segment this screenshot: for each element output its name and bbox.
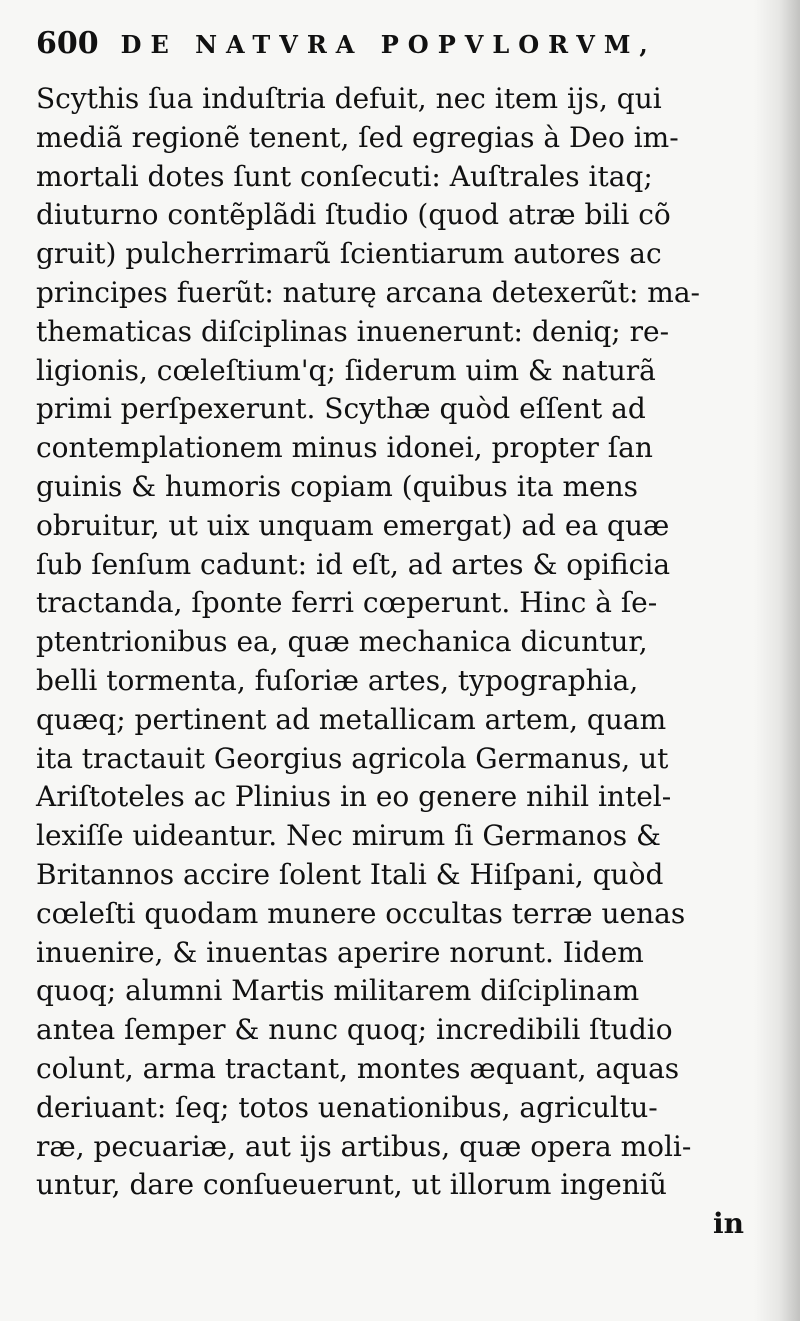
text-line: primi perſpexerunt. Scythæ quòd eſſent ad	[36, 392, 646, 426]
text-line: lexiſſe uideantur. Nec mirum ſi Germanos &	[36, 819, 661, 853]
text-line: inuenire, & inuentas aperire norunt. Iidem	[36, 935, 644, 969]
text-line: contemplationem minus idonei, propter ſan	[36, 431, 653, 465]
text-line: Britannos accire ſolent Itali & Hiſpani, quòd	[36, 857, 664, 891]
text-line: guinis & humoris copiam (quibus ita mens	[36, 469, 639, 503]
text-line: tractanda, ſponte ferri cœperunt. Hinc à ſe-	[36, 586, 658, 620]
text-line: ptentrionibus ea, quæ mechanica dicuntur,	[36, 625, 648, 659]
text-line: principes fuerũt: naturę arcana detexerũt: ma-	[36, 275, 701, 309]
text-line: ſub ſenſum cadunt: id eſt, ad artes & opificia	[36, 547, 671, 581]
text-line: obruitur, ut uix unquam emergat) ad ea quæ	[36, 508, 670, 542]
page-number: 600	[36, 26, 99, 61]
text-line: colunt, arma tractant, montes æquant, aquas	[36, 1051, 680, 1085]
text-line: antea ſemper & nunc quoq; incredibili ſtudio	[36, 1013, 673, 1047]
body-text	[36, 80, 744, 1244]
text-line: quæq; pertinent ad metallicam artem, quam	[36, 702, 667, 736]
text-line: diuturno contẽplãdi ſtudio (quod atræ bili cõ	[36, 198, 671, 232]
running-title: DE NATVRA POPVLORVM,	[120, 30, 657, 59]
text-line: gruit) pulcherrimarũ ſcientiarum autores ac	[36, 237, 662, 271]
binding-shadow	[754, 0, 800, 1321]
catchword: in	[713, 1207, 744, 1241]
text-line: ita tractauit Georgius agricola Germanus, ut	[36, 741, 669, 775]
text-line: Ariſtoteles ac Plinius in eo genere nihil intel-	[36, 780, 672, 814]
text-line: belli tormenta, fuſoriæ artes, typographia,	[36, 663, 639, 697]
text-line: cœleſti quodam munere occultas terræ uenas	[36, 896, 686, 930]
text-line: untur, dare conſueuerunt, ut illorum ingeniũ	[36, 1168, 667, 1202]
text-line: quoq; alumni Martis militarem diſciplinam	[36, 974, 640, 1008]
text-line: deriuant: ſeq; totos uenationibus, agricultu-	[36, 1090, 658, 1124]
text-line: mortali dotes ſunt conſecuti: Auſtrales itaq;	[36, 159, 653, 193]
text-line: ligionis, cœleſtium'q; ſiderum uim & naturã	[36, 353, 656, 387]
printed-page	[36, 26, 744, 1244]
text-line: ræ, pecuariæ, aut ijs artibus, quæ opera moli-	[36, 1129, 692, 1163]
text-line: Scythis ſua induſtria defuit, nec item ijs, qui	[36, 82, 662, 115]
text-line: mediã regionẽ tenent, ſed egregias à Deo im-	[36, 120, 679, 154]
text-line: thematicas diſciplinas inuenerunt: deniq; re-	[36, 314, 670, 348]
running-head	[36, 26, 744, 74]
